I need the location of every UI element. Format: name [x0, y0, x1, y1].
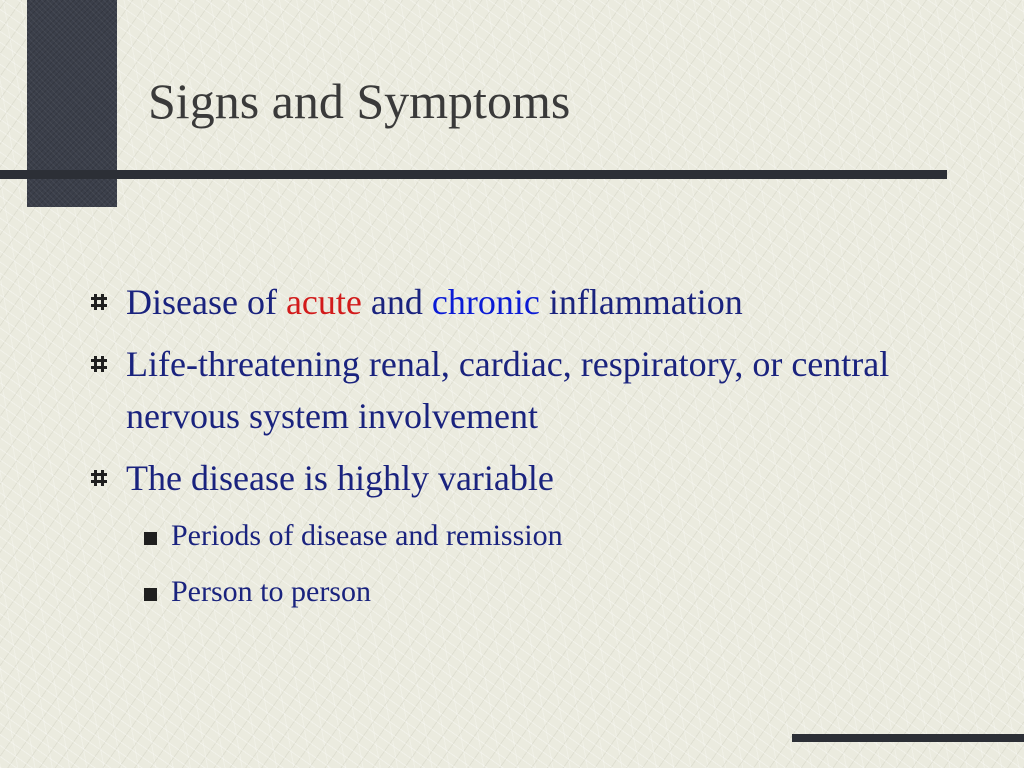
- bullet-text-after: inflammation: [539, 282, 743, 322]
- bullet-item: [90, 338, 930, 442]
- chronic-highlight: chronic: [431, 282, 540, 322]
- sub-bullet-text: Periods of disease and remission: [171, 519, 563, 552]
- sub-bullet-item: [142, 570, 930, 614]
- bullet-item: [90, 452, 930, 504]
- bullet-item: [90, 276, 930, 328]
- hash-bullet-icon: [90, 338, 126, 390]
- sub-bullet-item: [142, 514, 930, 558]
- bullet-text: [126, 276, 930, 328]
- square-bullet-icon: [142, 570, 171, 614]
- slide-title: Signs and Symptoms: [148, 73, 571, 129]
- bottom-divider: [792, 734, 1024, 742]
- acute-highlight: acute: [285, 282, 362, 322]
- title-divider: [0, 170, 947, 179]
- sub-bullet-text: Person to person: [171, 575, 371, 608]
- bullet-text: The disease is highly variable: [126, 458, 554, 498]
- hash-bullet-icon: [90, 276, 126, 328]
- bullet-text-middle: and: [361, 282, 432, 322]
- bullet-text-before: Disease of: [126, 282, 286, 322]
- bullet-list: [90, 276, 930, 626]
- bullet-text: Life-threatening renal, cardiac, respiratory, or central nervous system involvement: [126, 344, 890, 436]
- hash-bullet-icon: [90, 452, 126, 504]
- square-bullet-icon: [142, 514, 171, 558]
